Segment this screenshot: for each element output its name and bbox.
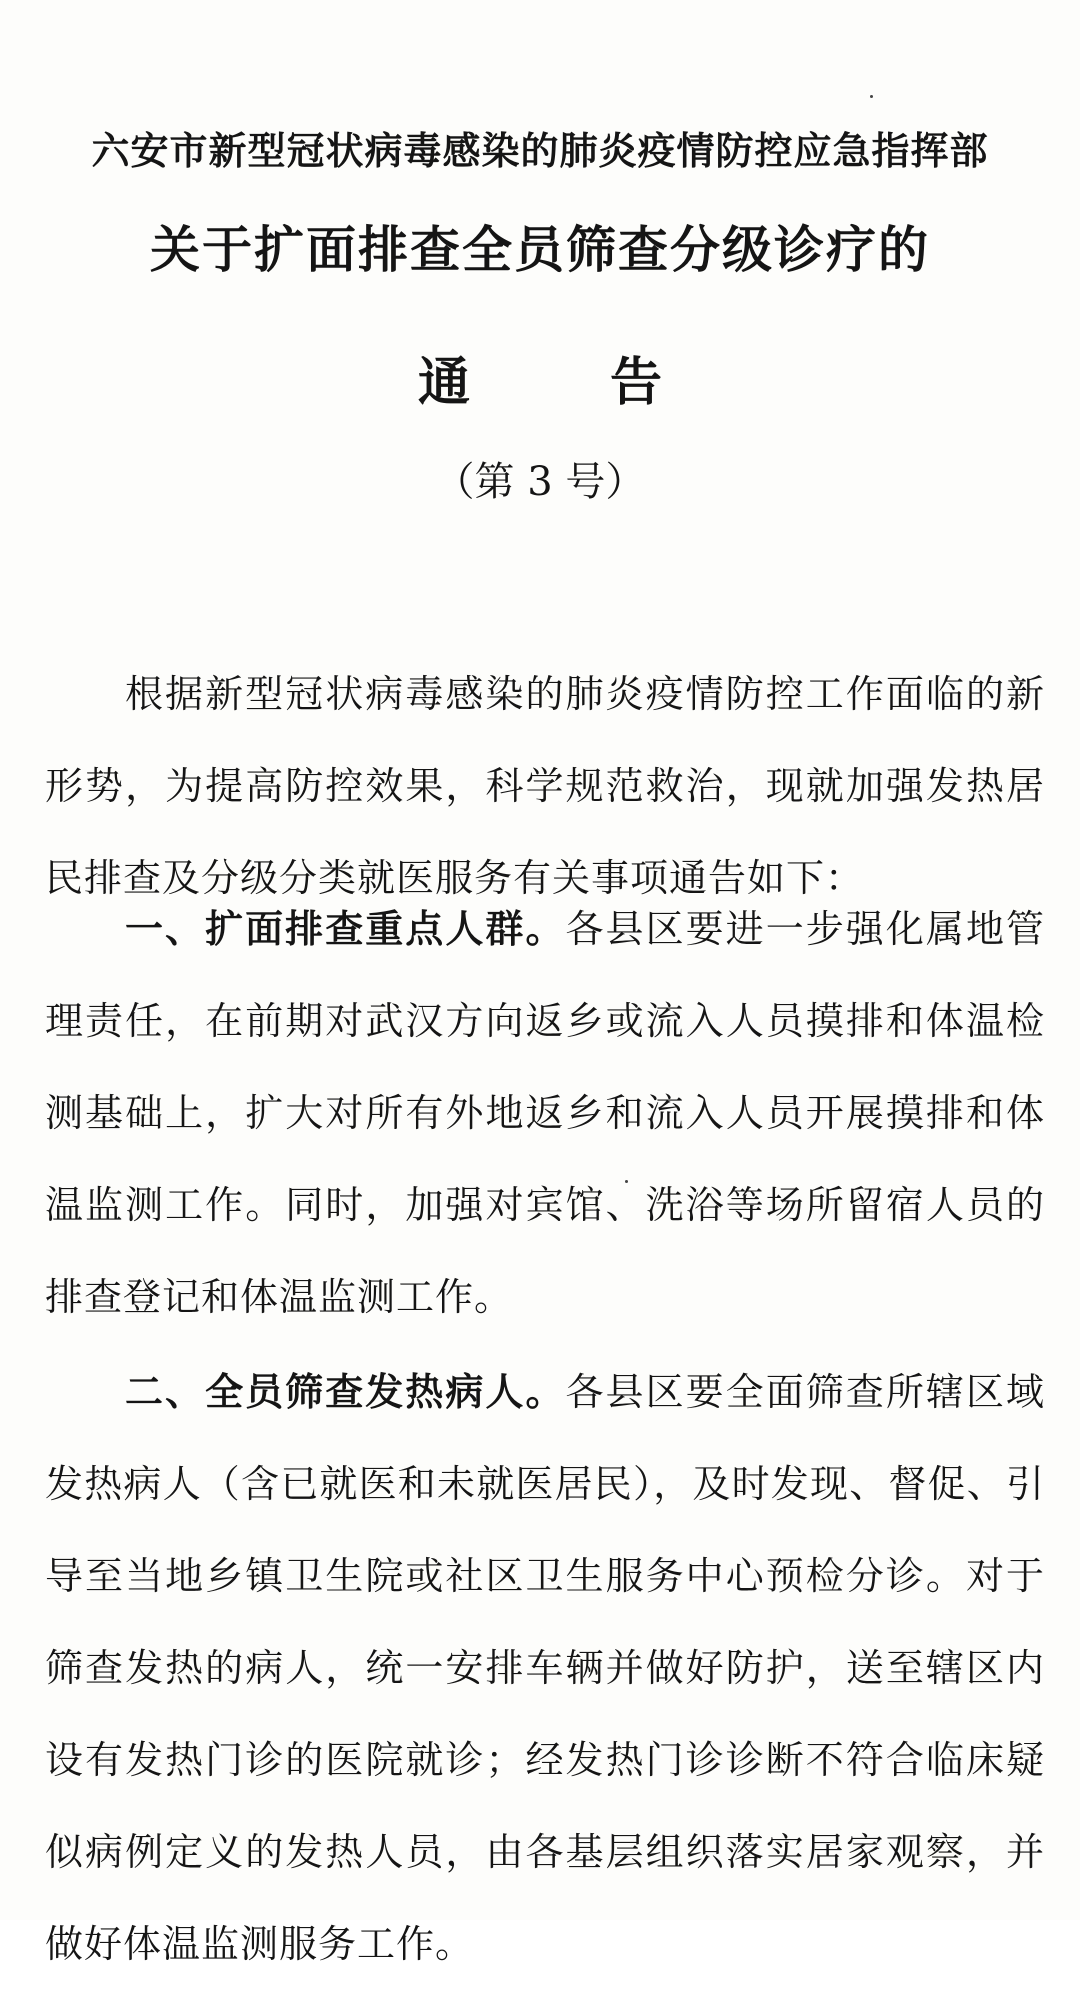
scan-speck [625, 1180, 628, 1183]
section-one-paragraph [45, 883, 1045, 1343]
section-one-heading: 一、扩面排查重点人群。 [125, 907, 566, 951]
section-one-text: 各县区要进一步强化属地管理责任，在前期对武汉方向返乡或流入人员摸排和体温检测基础上，扩大对所有外地返乡和流入人员开展摸排和体温监测工作。同时，加强对宾馆、洗浴等场所留宿人员的排查登记和体温监测工作。 [45, 907, 1045, 1319]
notice-title: 关于扩面排查全员筛查分级诊疗的 [150, 221, 930, 279]
section-two-text: 各县区要全面筛查所辖区域发热病人（含已就医和未就医居民），及时发现、督促、引导至当地乡镇卫生院或社区卫生服务中心预检分诊。对于筛查发热的病人，统一安排车辆并做好防护，送至辖区内设有发热门诊的医院就诊；经发热门诊诊断不符合临床疑似病例定义的发热人员，由各基层组织落实居家观察，并做好体温监测服务工作。 [45, 1370, 1045, 1966]
scan-speck [870, 95, 873, 98]
intro-paragraph: 根据新型冠状病毒感染的肺炎疫情防控工作面临的新形势，为提高防控效果，科学规范救治，现就加强发热居民排查及分级分类就医服务有关事项通告如下： [45, 672, 1045, 900]
section-two-heading: 二、全员筛查发热病人。 [125, 1370, 566, 1414]
issuing-organization: 六安市新型冠状病毒感染的肺炎疫情防控应急指挥部 [91, 129, 989, 173]
section-two-paragraph [45, 1346, 1045, 1990]
notice-number: （第 3 号） [434, 459, 646, 505]
notice-heading: 通告 [417, 353, 802, 413]
